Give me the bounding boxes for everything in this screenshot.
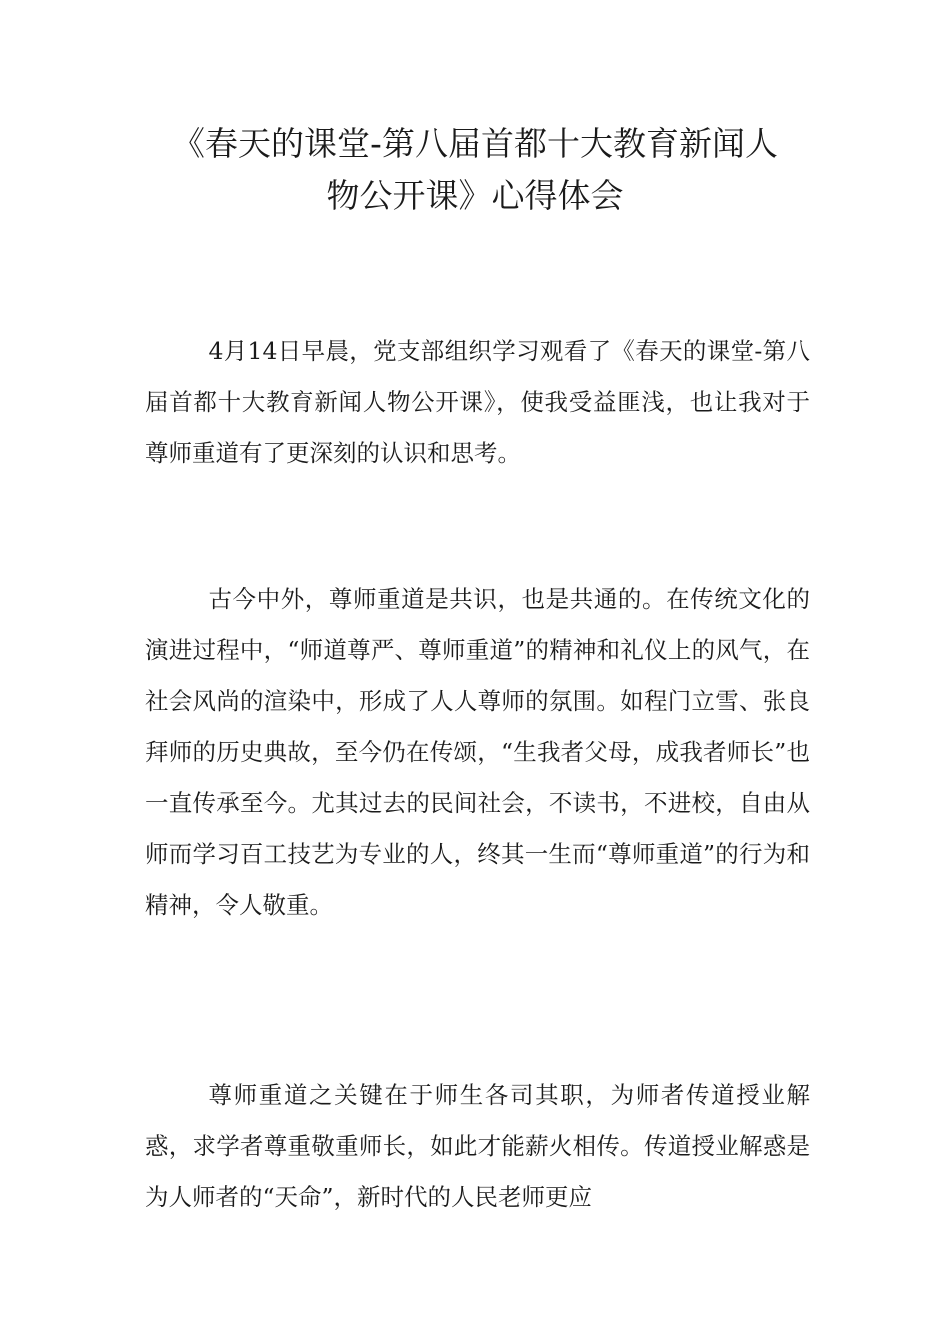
document-title — [120, 118, 830, 222]
body-paragraph-1: 4月14日早晨，党支部组织学习观看了《春天的课堂-第八届首都十大教育新闻人物公开课》，使我受益匪浅，也让我对于尊师重道有了更深刻的认识和思考。 — [145, 337, 810, 467]
title-line-2: 物公开课》心得体会 — [326, 176, 624, 215]
body-paragraph-3: 尊师重道之关键在于师生各司其职，为师者传道授业解惑，求学者尊重敬重师长，如此才能薪火相传。传道授业解惑是为人师者的“天命”，新时代的人民老师更应 — [145, 1081, 810, 1211]
title-line-1: 《春天的课堂-第八届首都十大教育新闻人 — [172, 124, 778, 163]
body-paragraph-2: 古今中外，尊师重道是共识，也是共通的。在传统文化的演进过程中，“师道尊严、尊师重道”的精神和礼仪上的风气，在社会风尚的渲染中，形成了人人尊师的氛围。如程门立雪、张良拜师的历史典故，至今仍在传颂，“生我者父母，成我者师长”也一直传承至今。尤其过去的民间社会，不读书，不进校，自由从师而学习百工技艺为专业的人，终其一生而“尊师重道”的行为和精神，令人敬重。 — [145, 585, 810, 919]
